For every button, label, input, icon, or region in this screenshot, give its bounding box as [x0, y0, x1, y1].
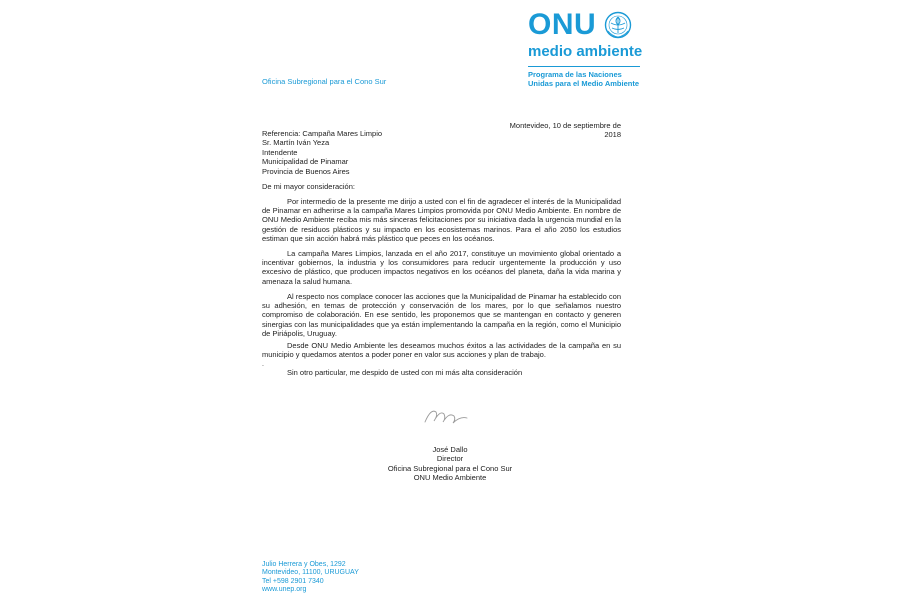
logo-divider [528, 66, 640, 67]
reference-block [262, 129, 382, 176]
signer-name: José Dallo [432, 445, 468, 454]
salutation: De mi mayor consideración: [262, 182, 355, 191]
logo-program-name [528, 70, 648, 88]
closing-line: Sin otro particular, me despido de usted con mi más alta consideración [287, 368, 523, 377]
body-paragraph-4: Desde ONU Medio Ambiente les deseamos muchos éxitos a las actividades de la campaña en su municipio y quedamos atentos a poder poner en valor sus acciones y plan de trabajo. [262, 341, 621, 360]
recipient-title: Intendente [262, 147, 298, 157]
footer-address-line2: Montevideo, 11100, URUGUAY [262, 569, 359, 577]
signer-title: Director [436, 454, 464, 464]
signature-block [350, 445, 550, 482]
un-environment-logo [528, 10, 648, 88]
logo-row [528, 10, 648, 40]
logo-onu-text: ONU [528, 8, 597, 41]
handwritten-signature [422, 402, 470, 428]
footer-website-link[interactable]: www.unep.org [262, 585, 307, 593]
body-paragraph-2: La campaña Mares Limpios, lanzada en el año 2017, constituye un movimiento global orientado a incentivar gobiernos, la industria y los consumidores para reducir urgentemente la producción y uso excesivo de plástico, que producen impactos negativos en los océanos del planeta, daña la vida marina y amenaza la salud humana. [262, 249, 621, 286]
footer-phone: Tel +598 2901 7340 [262, 577, 324, 585]
recipient-organization: Municipalidad de Pinamar [262, 157, 349, 167]
logo-program-line1: Programa de las Naciones [528, 70, 622, 79]
reference-line: Referencia: Campaña Mares Limpio [262, 129, 383, 138]
body-paragraph-3: Al respecto nos complace conocer las acciones que la Municipalidad de Pinamar ha establecido con su adhesión, en temas de protección y conservación de los mares, por lo que señalamos nuestro compromiso de colaboración. En ese sentido, les proponemos que se mantengan en contacto y generen sinergias con las municipalidades que ya están implementando la campaña en la región, como el Municipio de Piriápolis, Uruguay. [262, 292, 621, 338]
un-environment-emblem-icon [604, 11, 632, 39]
logo-medio-ambiente-text: medio ambiente [528, 43, 643, 60]
logo-program-line2: Unidas para el Medio Ambiente [528, 79, 639, 88]
recipient-province: Provincia de Buenos Aires [262, 166, 350, 176]
footer-address-line1: Julio Herrera y Obes, 1292 [262, 561, 346, 568]
body-paragraph-1: Por intermedio de la presente me dirijo a usted con el fin de agradecer el interés de la Municipalidad de Pinamar en adherirse a la campaña Mares Limpios promovida por ONU Medio Ambiente. En nombre de ONU Medio Ambiente reciba mis más sinceras felicitaciones por su iniciativa dada la urgencia mundial en la gestión de residuos plásticos y su impacto en los ecosistemas marinos. Para el año 2050 los estudios estiman que sin acción habrá más plástico que peces en los océanos. [262, 197, 621, 243]
recipient-name: Sr. Martín Iván Yeza [262, 138, 330, 148]
stray-mark: . [262, 361, 264, 368]
footer-contact [262, 561, 359, 594]
signer-organization: ONU Medio Ambiente [413, 472, 487, 482]
office-header: Oficina Subregional para el Cono Sur [262, 77, 387, 86]
letter-date: Montevideo, 10 de septiembre de 2018 [509, 121, 621, 139]
signer-office: Oficina Subregional para el Cono Sur [387, 463, 513, 473]
